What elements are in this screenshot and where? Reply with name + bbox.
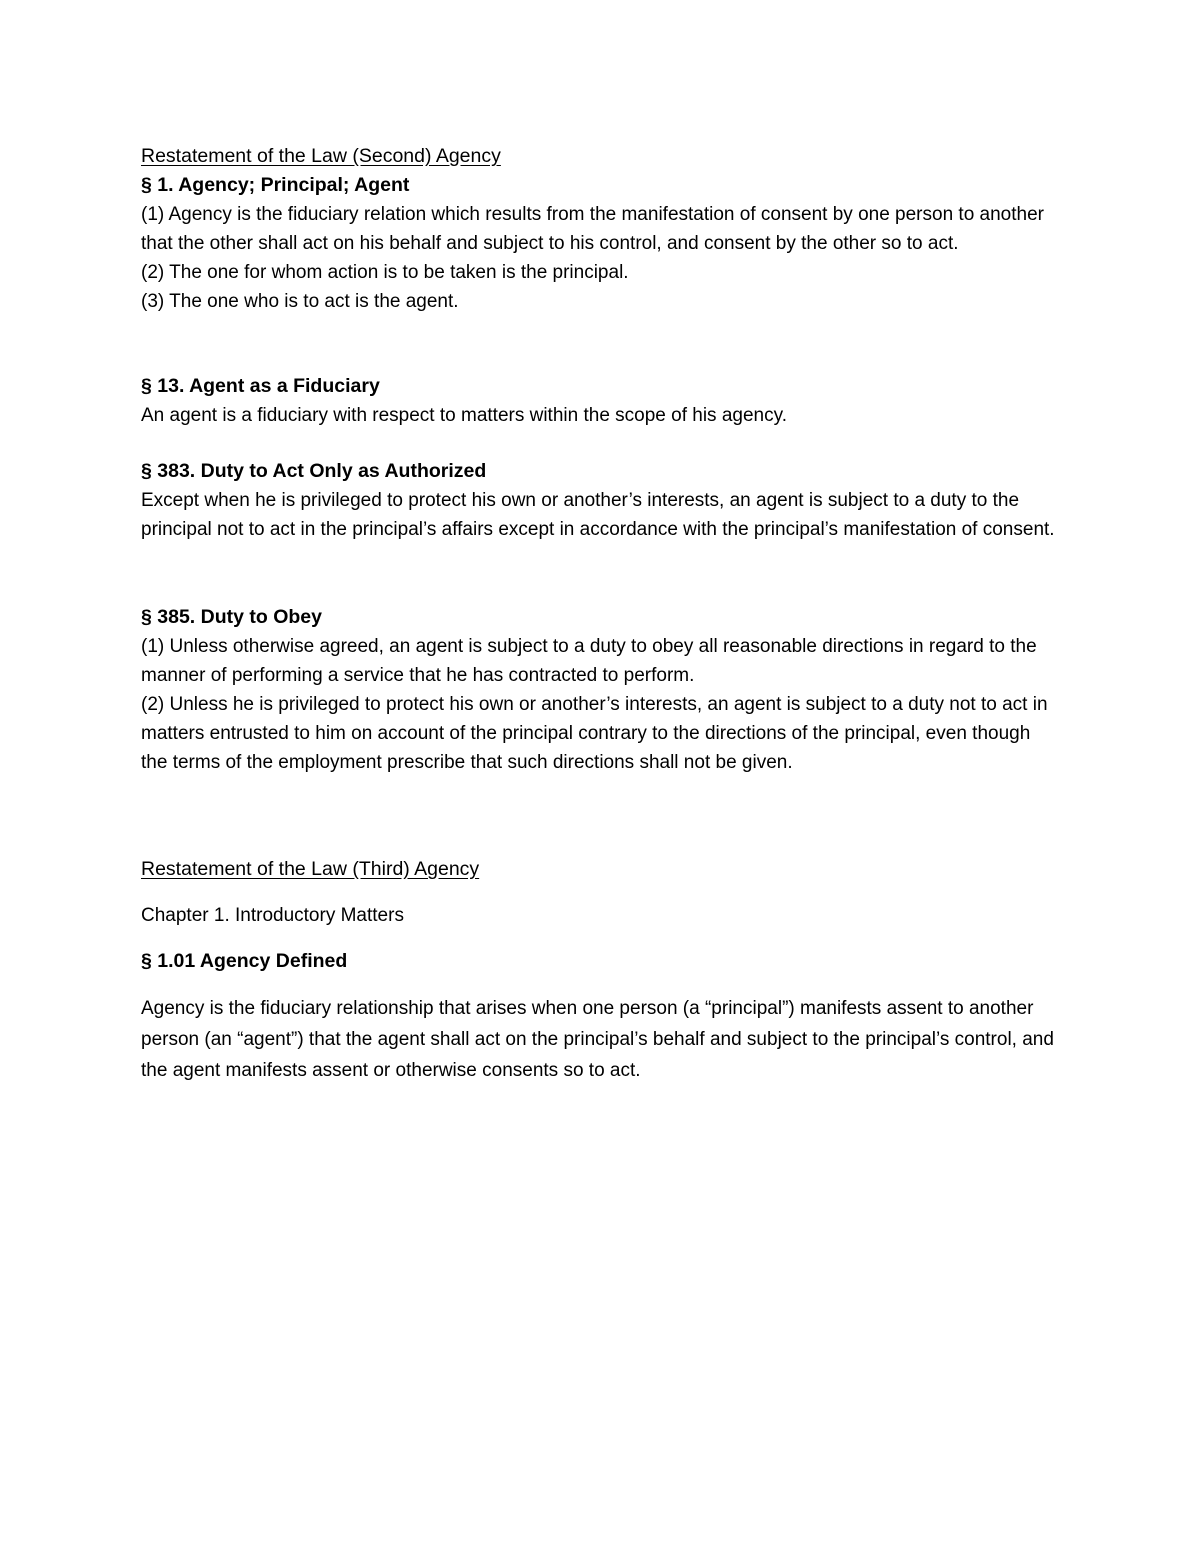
s1-paragraph-1: (1) Agency is the fiduciary relation which results from the manifestation of consent by one person to another that the other shall act on his behalf and subject to his control, and consent by the other so to act. <box>141 204 1044 254</box>
section-third-s101 <box>141 947 1061 976</box>
s13-paragraph-1: An agent is a fiduciary with respect to matters within the scope of his agency. <box>141 405 787 426</box>
s383-paragraph-1: Except when he is privileged to protect his own or another’s interests, an agent is subject to a duty to the principal not to act in the principal’s affairs except in accordance with the principal’s manifestation of consent. <box>141 490 1055 540</box>
s383-heading: § 383. Duty to Act Only as Authorized <box>141 460 487 482</box>
section-third-title <box>141 855 1061 884</box>
s385-paragraph-1: (1) Unless otherwise agreed, an agent is subject to a duty to obey all reasonable directions in regard to the manner of performing a service that he has contracted to perform. <box>141 636 1037 686</box>
section-second-s1 <box>141 142 1061 316</box>
s385-paragraph-2: (2) Unless he is privileged to protect his own or another’s interests, an agent is subject to a duty not to act in matters entrusted to him on account of the principal contrary to the directions of the principal, even though the terms of the employment prescribe that such directions shall not be given. <box>141 694 1048 773</box>
s101-heading: § 1.01 Agency Defined <box>141 950 348 972</box>
third-restatement-title: Restatement of the Law (Third) Agency <box>141 858 480 880</box>
chapter-heading: Chapter 1. Introductory Matters <box>141 905 404 926</box>
section-second-s13 <box>141 372 1061 430</box>
second-restatement-title: Restatement of the Law (Second) Agency <box>141 145 501 167</box>
s101-paragraph-1: Agency is the fiduciary relationship that arises when one person (a “principal”) manifests assent to another person (an “agent”) that the agent shall act on the principal’s behalf and subject to the principal’s control, and the agent manifests assent or otherwise consents so to act. <box>141 998 1054 1081</box>
section-second-s383 <box>141 457 1061 544</box>
s385-heading: § 385. Duty to Obey <box>141 606 322 628</box>
section-third-chapter <box>141 901 1061 930</box>
section-second-s385 <box>141 603 1061 777</box>
s1-paragraph-2: (2) The one for whom action is to be taken is the principal. <box>141 262 629 283</box>
s13-heading: § 13. Agent as a Fiduciary <box>141 375 380 397</box>
s1-heading: § 1. Agency; Principal; Agent <box>141 174 410 196</box>
s1-paragraph-3: (3) The one who is to act is the agent. <box>141 291 459 312</box>
section-third-s101-body <box>141 993 1061 1086</box>
